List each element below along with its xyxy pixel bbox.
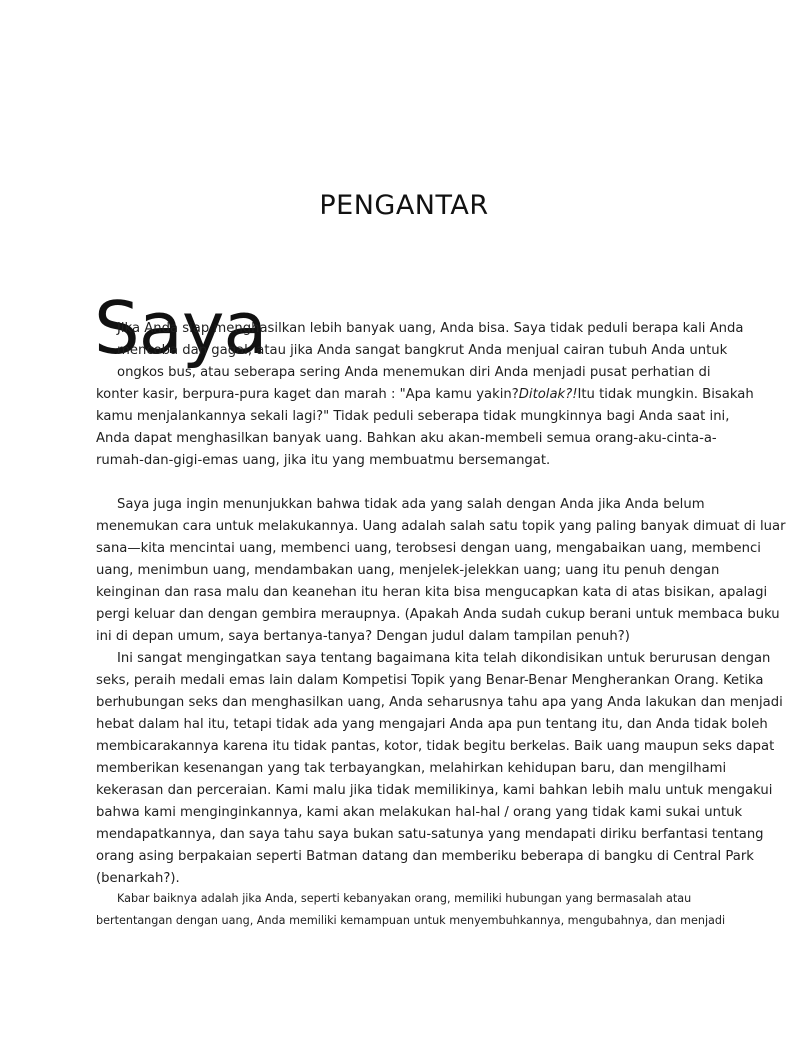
- text-line: Saya juga ingin menunjukkan bahwa tidak ada yang salah dengan Anda jika Anda belum: [117, 497, 705, 512]
- text-line: ini di depan umum, saya bertanya-tanya? Dengan judul dalam tampilan penuh?): [96, 629, 630, 644]
- page-title: PENGANTAR: [319, 190, 489, 221]
- text-line: berhubungan seks dan menghasilkan uang, Anda seharusnya tahu apa yang Anda lakukan dan menjadi: [96, 695, 783, 710]
- text-line: kekerasan dan perceraian. Kami malu jika tidak memilikinya, kami bahkan lebih malu untuk mengakui: [96, 783, 773, 798]
- text-line: bahwa kami menginginkannya, kami akan melakukan hal-hal / orang yang tidak kami sukai untuk: [96, 805, 743, 820]
- drop-cap: Saya: [94, 286, 267, 370]
- text-line: ongkos bus, atau seberapa sering Anda menemukan diri Anda menjadi pusat perhatian di: [117, 365, 711, 380]
- text-line: Kabar baiknya adalah jika Anda, seperti kebanyakan orang, memiliki hubungan yang bermasalah atau: [117, 892, 692, 905]
- text-line: menemukan cara untuk melakukannya. Uang adalah salah satu topik yang paling banyak dimuat di luar: [96, 519, 786, 534]
- text-line: [96, 384, 754, 406]
- text-line: seks, peraih medali emas lain dalam Kompetisi Topik yang Benar-Benar Mengherankan Orang. Ketika: [96, 673, 764, 688]
- text-line: hebat dalam hal itu, tetapi tidak ada yang mengajari Anda apa pun tentang itu, dan Anda tidak boleh: [96, 717, 768, 732]
- text-line: kamu menjalankannya sekali lagi?" Tidak peduli seberapa tidak mungkinnya bagi Anda saat ini,: [96, 409, 730, 424]
- text-line: mendapatkannya, dan saya tahu saya bukan satu-satunya yang mendapati diriku berfantasi tentang: [96, 827, 764, 842]
- text-line: keinginan dan rasa malu dan keanehan itu heran kita bisa mengucapkan kata di atas bisikan, apalagi: [96, 585, 768, 600]
- text-line: Ini sangat mengingatkan saya tentang bagaimana kita telah dikondisikan untuk berurusan dengan: [117, 651, 771, 666]
- text-line: Jika Anda siap menghasilkan lebih banyak uang, Anda bisa. Saya tidak peduli berapa kali Anda: [117, 321, 744, 336]
- text-line: mencoba dan gagal, atau jika Anda sangat bangkrut Anda menjual cairan tubuh Anda untuk: [117, 343, 728, 358]
- text-line: bertentangan dengan uang, Anda memiliki kemampuan untuk menyembuhkannya, mengubahnya, dan menjadi: [96, 914, 726, 927]
- text-line: rumah-dan-gigi-emas uang, jika itu yang membuatmu bersemangat.: [96, 453, 551, 468]
- text-line: (benarkah?).: [96, 871, 180, 886]
- text-line: Anda dapat menghasilkan banyak uang. Bahkan aku akan-membeli semua orang-aku-cinta-a-: [96, 431, 717, 446]
- text-segment: konter kasir, berpura-pura kaget dan marah : "Apa kamu yakin?: [96, 387, 519, 402]
- text-line: sana—kita mencintai uang, membenci uang, terobsesi dengan uang, mengabaikan uang, membenci: [96, 541, 761, 556]
- text-segment: Itu tidak mungkin. Bisakah: [577, 387, 754, 402]
- emphasis-text: Ditolak?!: [518, 387, 578, 402]
- text-line: pergi keluar dan dengan gembira meraupnya. (Apakah Anda sudah cukup berani untuk membaca buku: [96, 607, 780, 622]
- text-line: membicarakannya karena itu tidak pantas, kotor, tidak begitu berkelas. Baik uang maupun seks dapat: [96, 739, 775, 754]
- text-line: uang, menimbun uang, mendambakan uang, menjelek-jelekkan uang; uang itu penuh dengan: [96, 563, 720, 578]
- text-line: memberikan kesenangan yang tak terbayangkan, melahirkan kehidupan baru, dan mengilhami: [96, 761, 727, 776]
- text-line: orang asing berpakaian seperti Batman datang dan memberiku beberapa di bangku di Central Park: [96, 849, 754, 864]
